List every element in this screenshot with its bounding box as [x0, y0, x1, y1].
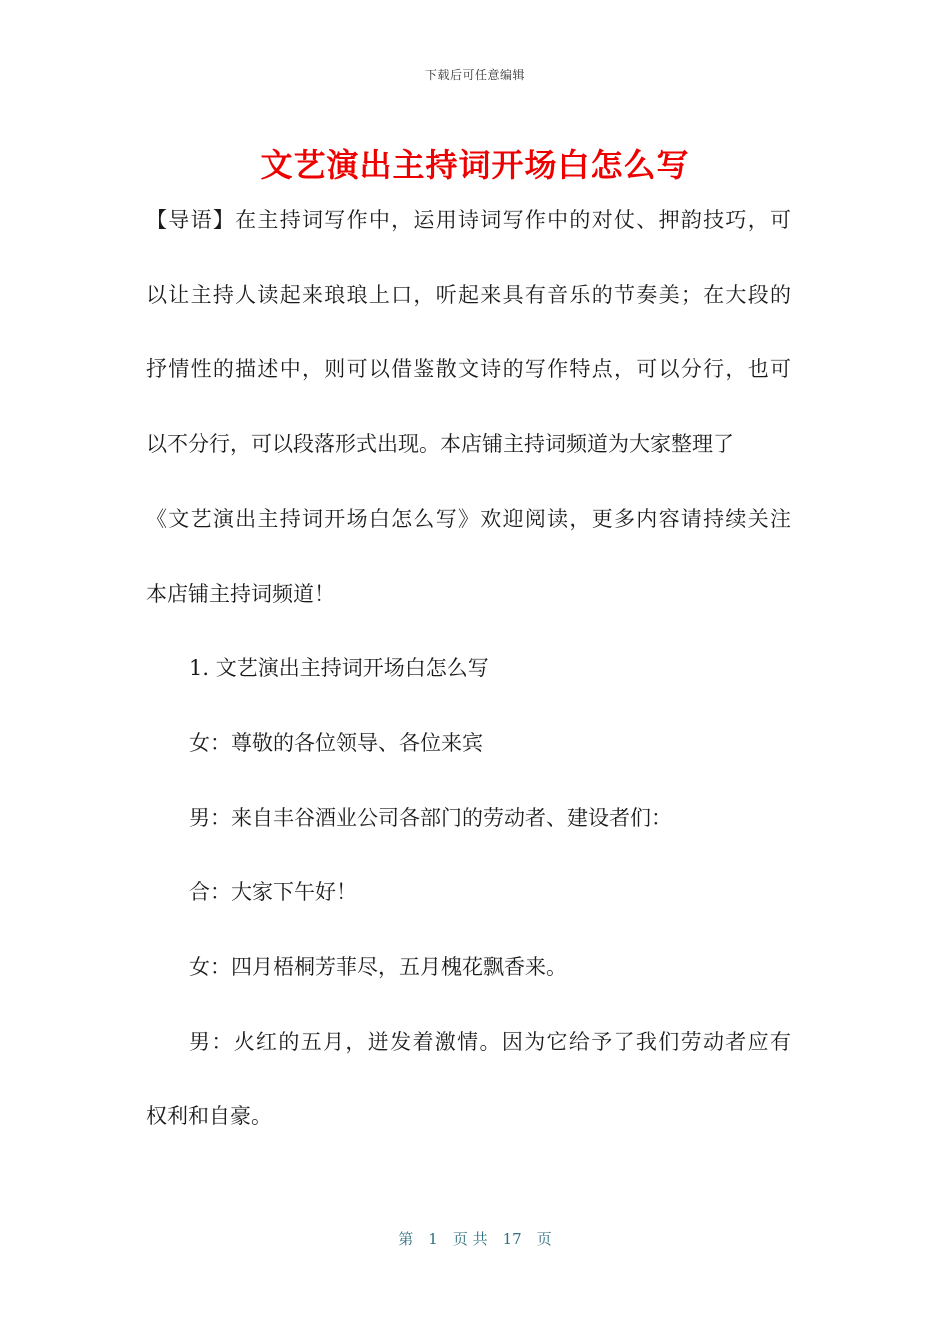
continuation-line: 权利和自豪。: [146, 1104, 272, 1128]
dialogue-line-5: 男：火红的五月，迸发着激情。因为它给予了我们劳动者应有: [189, 1030, 791, 1054]
page-number-footer: 第 1 页 共 17 页: [398, 1230, 552, 1248]
section-heading: 1. 文艺演出主持词开场白怎么写: [189, 656, 489, 680]
intro-line-1: 【导语】在主持词写作中，运用诗词写作中的对仗、押韵技巧，可: [146, 208, 791, 232]
intro-line-4: 以不分行，可以段落形式出现。本店铺主持词频道为大家整理了: [146, 432, 734, 456]
dialogue-line-3: 合：大家下午好！: [189, 880, 357, 904]
dialogue-line-1: 女：尊敬的各位领导、各位来宾: [189, 731, 483, 755]
intro-line-5: 《文艺演出主持词开场白怎么写》欢迎阅读，更多内容请持续关注: [146, 507, 791, 531]
intro-line-2: 以让主持人读起来琅琅上口，听起来具有音乐的节奏美；在大段的: [146, 283, 791, 307]
dialogue-line-4: 女：四月梧桐芳菲尽，五月槐花飘香来。: [189, 955, 567, 979]
page-header-note: 下载后可任意编辑: [424, 68, 525, 82]
intro-line-6: 本店铺主持词频道！: [146, 582, 335, 606]
dialogue-line-2: 男：来自丰谷酒业公司各部门的劳动者、建设者们：: [189, 806, 672, 830]
intro-line-3: 抒情性的描述中，则可以借鉴散文诗的写作特点，可以分行，也可: [146, 357, 791, 381]
document-title: 文艺演出主持词开场白怎么写: [260, 146, 690, 184]
